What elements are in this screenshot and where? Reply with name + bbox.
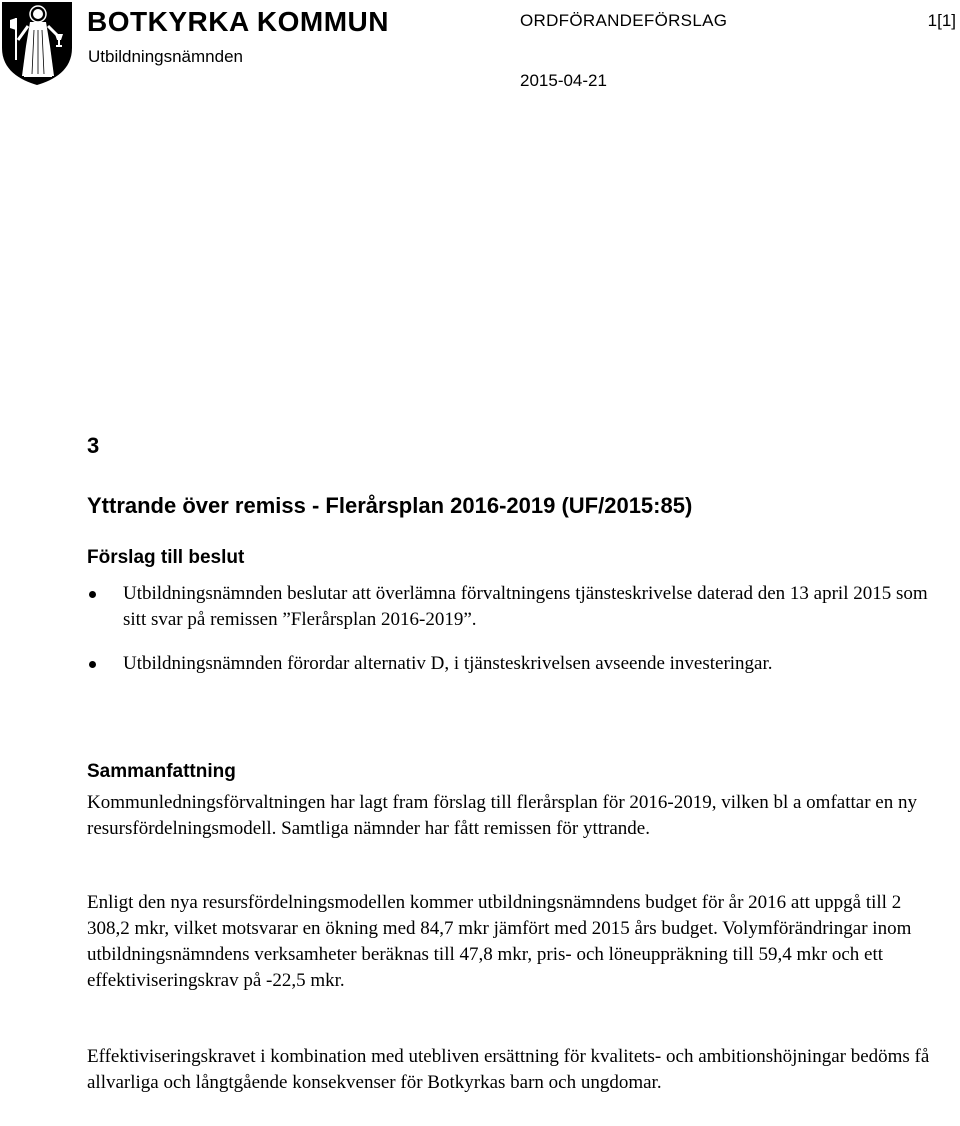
summary-heading: Sammanfattning — [87, 761, 236, 782]
coat-of-arms-logo-icon — [0, 0, 74, 86]
proposal-list — [87, 581, 947, 695]
proposal-text: Utbildningsnämnden beslutar att överlämna förvaltningens tjänsteskrivelse daterad den 13 april 2015 som sitt svar på remissen ”Flerårsplan 2016-2019”. — [123, 583, 928, 630]
document-title: Yttrande över remiss - Flerårsplan 2016-2019 (UF/2015:85) — [87, 493, 693, 518]
committee-name: Utbildningsnämnden — [88, 47, 243, 66]
organization-name: BOTKYRKA KOMMUN — [87, 6, 389, 37]
summary-paragraph: Effektiviseringskravet i kombination med utebliven ersättning för kvalitets- och ambitionshöjningar bedöms få allvarliga och långtgående konsekvenser för Botkyrkas barn och ungdomar. — [87, 1046, 930, 1093]
list-item — [87, 651, 947, 677]
document-date: 2015-04-21 — [520, 71, 607, 90]
proposal-heading: Förslag till beslut — [87, 547, 245, 568]
list-item — [87, 581, 947, 633]
proposal-text: Utbildningsnämnden förordar alternativ D, i tjänsteskrivelsen avseende investeringar. — [123, 653, 773, 674]
bullet-icon — [89, 591, 96, 598]
page-indicator: 1[1] — [927, 11, 956, 30]
item-number: 3 — [87, 433, 100, 458]
summary-paragraph: Kommunledningsförvaltningen har lagt fram förslag till flerårsplan för 2016-2019, vilken bl a omfattar en ny resursfördelningsmodell. Samtliga nämnder har fått remissen för yttrande. — [87, 792, 917, 839]
bullet-icon — [89, 661, 96, 668]
summary-paragraph: Enligt den nya resursfördelningsmodellen kommer utbildningsnämndens budget för år 2016 att uppgå till 2 308,2 mkr, vilket motsvarar en ökning med 84,7 mkr jämfört med 2015 års budget. Volymförändringar inom utbildningsnämndens verksamheter beräknas till 47,8 mkr, pris- och löneuppräkning till 59,4 mkr och ett effektiviseringskrav på -22,5 mkr. — [87, 892, 912, 991]
document-type: ORDFÖRANDEFÖRSLAG — [520, 11, 728, 30]
